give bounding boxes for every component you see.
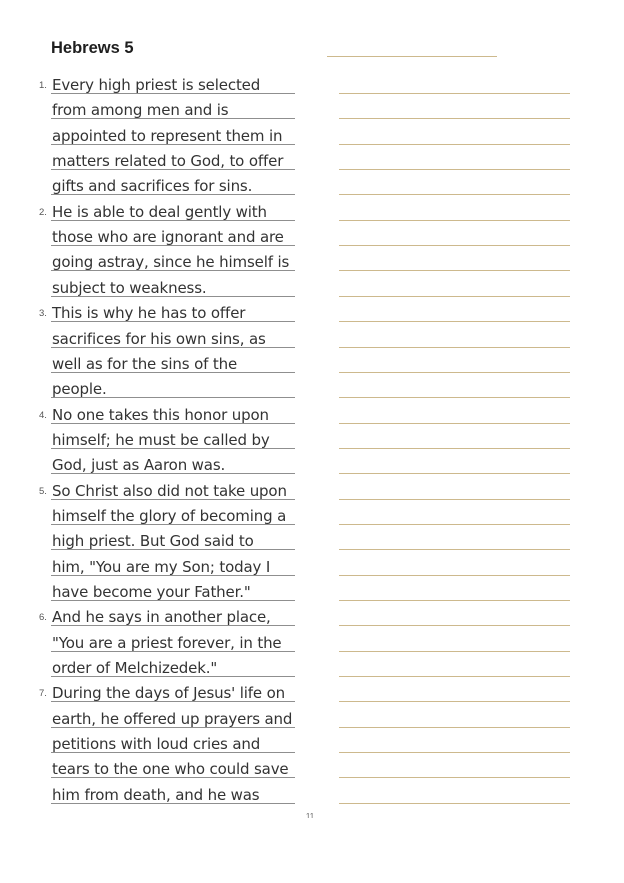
verse-text-line: subject to weakness. xyxy=(52,278,207,297)
blank-writing-line[interactable] xyxy=(339,752,570,753)
text-underline xyxy=(51,245,295,246)
blank-writing-line[interactable] xyxy=(339,727,570,728)
text-underline xyxy=(51,676,295,677)
blank-writing-line[interactable] xyxy=(339,777,570,778)
blank-writing-line[interactable] xyxy=(339,270,570,271)
blank-writing-line[interactable] xyxy=(339,524,570,525)
blank-writing-line[interactable] xyxy=(339,169,570,170)
verse-text-line: him from death, and he was xyxy=(52,785,260,804)
verse-number: 6. xyxy=(39,612,47,624)
blank-writing-line[interactable] xyxy=(339,296,570,297)
text-underline xyxy=(51,727,295,728)
text-underline xyxy=(51,600,295,601)
verse-text-line: So Christ also did not take upon xyxy=(52,481,287,500)
verse-text-line: those who are ignorant and are xyxy=(52,228,284,247)
blank-writing-line[interactable] xyxy=(339,397,570,398)
verse-text-line: gifts and sacrifices for sins. xyxy=(52,177,253,196)
text-underline xyxy=(51,423,295,424)
text-underline xyxy=(51,803,295,804)
page-number: 11 xyxy=(305,812,315,818)
text-underline xyxy=(51,524,295,525)
blank-writing-line[interactable] xyxy=(339,549,570,550)
text-underline xyxy=(51,499,295,500)
text-underline xyxy=(51,549,295,550)
verse-number: 5. xyxy=(39,485,47,497)
text-underline xyxy=(51,93,295,94)
blank-writing-line[interactable] xyxy=(339,448,570,449)
verse-text-line: And he says in another place, xyxy=(52,608,271,627)
verse-text-line: matters related to God, to offer xyxy=(52,152,284,171)
text-underline xyxy=(51,473,295,474)
verse-text-line: high priest. But God said to xyxy=(52,532,254,551)
text-underline xyxy=(51,575,295,576)
text-underline xyxy=(51,321,295,322)
text-underline xyxy=(51,194,295,195)
text-underline xyxy=(51,270,295,271)
verse-number: 4. xyxy=(39,409,47,421)
verse-text-line: He is able to deal gently with xyxy=(52,202,267,221)
text-underline xyxy=(51,144,295,145)
text-underline xyxy=(51,397,295,398)
verse-number: 2. xyxy=(39,206,47,218)
text-underline xyxy=(51,118,295,119)
verse-text-line: order of Melchizedek." xyxy=(52,659,218,678)
blank-writing-line[interactable] xyxy=(339,625,570,626)
text-underline xyxy=(51,701,295,702)
text-underline xyxy=(51,347,295,348)
blank-writing-line[interactable] xyxy=(339,701,570,702)
blank-writing-line[interactable] xyxy=(339,321,570,322)
text-underline xyxy=(51,372,295,373)
page-title: Hebrews 5 xyxy=(51,39,134,57)
text-underline xyxy=(51,651,295,652)
text-underline xyxy=(51,220,295,221)
blank-writing-line[interactable] xyxy=(339,118,570,119)
blank-writing-line[interactable] xyxy=(339,194,570,195)
text-underline xyxy=(51,169,295,170)
blank-writing-line[interactable] xyxy=(339,347,570,348)
verse-text-line: himself; he must be called by xyxy=(52,430,270,449)
blank-writing-line[interactable] xyxy=(339,245,570,246)
title-writing-line xyxy=(327,56,497,57)
verse-text-line: well as for the sins of the xyxy=(52,354,238,373)
blank-writing-line[interactable] xyxy=(339,372,570,373)
verse-text-line: himself the glory of becoming a xyxy=(52,506,287,525)
blank-writing-line[interactable] xyxy=(339,803,570,804)
blank-writing-line[interactable] xyxy=(339,473,570,474)
verse-text-line: appointed to represent them in xyxy=(52,126,283,145)
text-underline xyxy=(51,296,295,297)
verse-text-line: God, just as Aaron was. xyxy=(52,456,226,475)
verse-text-line: have become your Father." xyxy=(52,583,251,601)
blank-writing-line[interactable] xyxy=(339,651,570,652)
blank-writing-line[interactable] xyxy=(339,600,570,601)
verse-text-line: During the days of Jesus' life on xyxy=(52,684,285,703)
verse-text-line: This is why he has to offer xyxy=(52,304,246,323)
verse-text-line: petitions with loud cries and xyxy=(52,735,261,754)
verse-text-line: him, "You are my Son; today I xyxy=(52,557,271,576)
blank-writing-line[interactable] xyxy=(339,575,570,576)
blank-writing-line[interactable] xyxy=(339,423,570,424)
blank-writing-line[interactable] xyxy=(339,93,570,94)
verse-text-line: Every high priest is selected xyxy=(52,76,261,94)
verse-text-line: "You are a priest forever, in the xyxy=(52,633,282,652)
text-underline xyxy=(51,752,295,753)
blank-writing-line[interactable] xyxy=(339,220,570,221)
verse-number: 3. xyxy=(39,308,47,320)
verse-text-line: sacrifices for his own sins, as xyxy=(52,329,266,348)
verse-text-line: from among men and is xyxy=(52,101,229,120)
verse-text-line: people. xyxy=(52,380,107,399)
verse-text-line: earth, he offered up prayers and xyxy=(52,709,293,728)
blank-writing-line[interactable] xyxy=(339,144,570,145)
text-underline xyxy=(51,625,295,626)
blank-writing-line[interactable] xyxy=(339,499,570,500)
blank-writing-line[interactable] xyxy=(339,676,570,677)
text-underline xyxy=(51,777,295,778)
verse-text-line: going astray, since he himself is xyxy=(52,253,290,272)
text-underline xyxy=(51,448,295,449)
verse-number: 7. xyxy=(39,688,47,700)
verse-number: 1. xyxy=(39,80,47,91)
verse-text-line: tears to the one who could save xyxy=(52,760,289,779)
verse-text-line: No one takes this honor upon xyxy=(52,405,269,424)
